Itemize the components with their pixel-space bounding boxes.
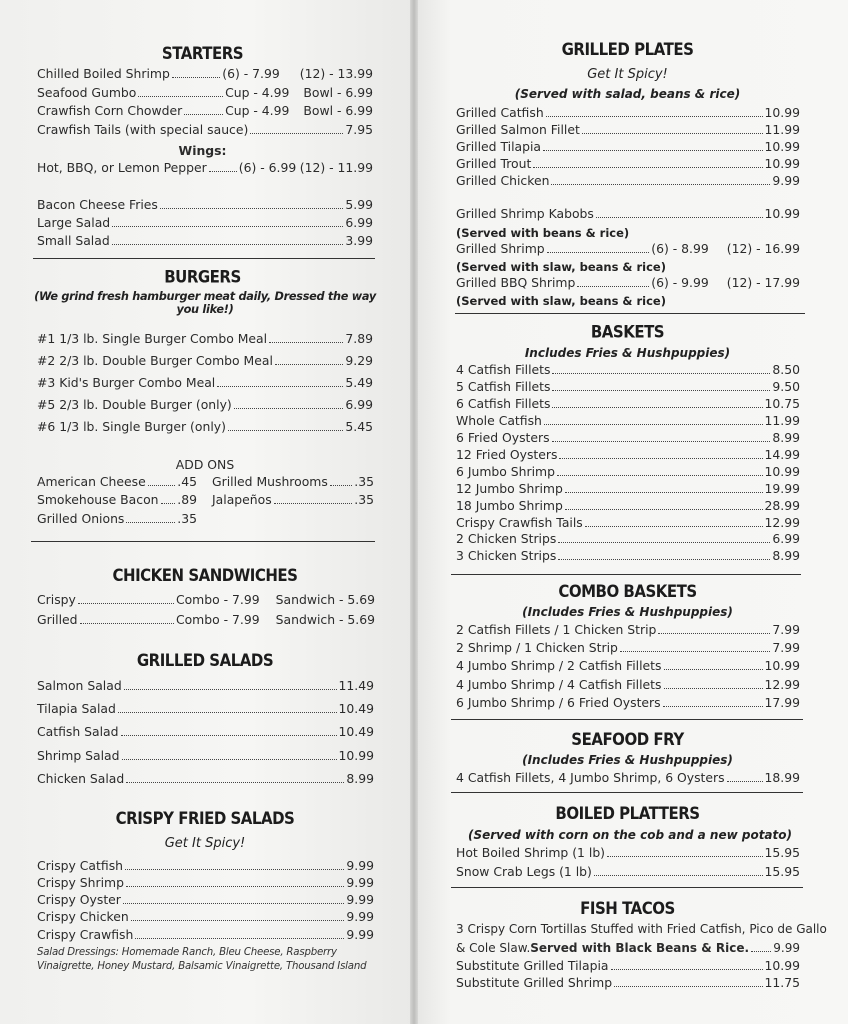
menu-item: Hot Boiled Shrimp (1 lb) 15.95 (456, 845, 800, 860)
grilled-plates-note: (Served with salad, beans & rice) (514, 87, 741, 101)
chicken-heading: CHICKEN SANDWICHES (112, 564, 298, 586)
menu-item: Shrimp Salad 10.99 (37, 748, 374, 763)
menu-item: Crispy Shrimp 9.99 (37, 875, 374, 890)
divider (33, 258, 375, 259)
menu-item: & Cole Slaw. Served with Black Beans & Rice. 9.99 (456, 941, 800, 955)
menu-item: Crispy Combo - 7.99 Sandwich - 5.69 (37, 592, 375, 607)
menu-item: Grilled BBQ Shrimp (6) - 9.99 (12) - 17.99 (456, 275, 800, 290)
addon-item: Grilled Mushrooms .35 (212, 474, 374, 489)
menu-item: Chicken Salad 8.99 (37, 771, 374, 786)
menu-item: Bacon Cheese Fries 5.99 (37, 197, 373, 212)
divider (451, 792, 803, 793)
menu-item: Crispy Crawfish Tails 12.99 (456, 515, 800, 530)
menu-item: Hot, BBQ, or Lemon Pepper (6) - 6.99 (12) - 11.99 (37, 160, 373, 175)
menu-item: 4 Jumbo Shrimp / 2 Catfish Fillets 10.99 (456, 658, 800, 673)
menu-item: 4 Catfish Fillets, 4 Jumbo Shrimp, 6 Oysters 18.99 (456, 770, 800, 785)
menu-item: 3 Chicken Strips 8.99 (456, 548, 800, 563)
menu-item: 6 Jumbo Shrimp / 6 Fried Oysters 17.99 (456, 695, 800, 710)
combo-subtitle: (Includes Fries & Hushpuppies) (522, 605, 733, 619)
menu-item: 2 Shrimp / 1 Chicken Strip 7.99 (456, 640, 800, 655)
menu-item: Chilled Boiled Shrimp (6) - 7.99 (12) - 13.99 (37, 66, 373, 81)
seafood-fry-heading: SEAFOOD FRY (571, 728, 684, 750)
menu-item: 2 Catfish Fillets / 1 Chicken Strip 7.99 (456, 622, 800, 637)
addon-item: Smokehouse Bacon .89 (37, 492, 197, 507)
menu-item: Whole Catfish 11.99 (456, 413, 800, 428)
menu-item: Grilled Shrimp Kabobs 10.99 (456, 206, 800, 221)
menu-item: Grilled Chicken 9.99 (456, 173, 800, 188)
menu-item: Snow Crab Legs (1 lb) 15.95 (456, 864, 800, 879)
menu-item: 6 Fried Oysters 8.99 (456, 430, 800, 445)
grilled-plates-heading: GRILLED PLATES (561, 38, 694, 60)
menu-item: #2 2/3 lb. Double Burger Combo Meal 9.29 (37, 353, 373, 368)
menu-item: Crispy Chicken 9.99 (37, 909, 374, 924)
baskets-heading: BASKETS (590, 321, 665, 343)
menu-item: Seafood Gumbo Cup - 4.99 Bowl - 6.99 (37, 85, 373, 100)
menu-item: Substitute Grilled Tilapia 10.99 (456, 958, 800, 973)
menu-item: 6 Jumbo Shrimp 10.99 (456, 464, 800, 479)
menu-item: Grilled Trout 10.99 (456, 156, 800, 171)
salad-dressings-note: Salad Dressings: Homemade Ranch, Bleu Cheese, Raspberry Vinaigrette, Honey Mustard, Balsamic Vinaigrette, Thousand Island (37, 947, 367, 972)
grilled-plates-subtitle: Get It Spicy! (587, 67, 668, 82)
baskets-subtitle: Includes Fries & Hushpuppies) (524, 346, 731, 360)
menu-item: Tilapia Salad 10.49 (37, 701, 374, 716)
divider (451, 719, 803, 720)
menu-item: 4 Jumbo Shrimp / 4 Catfish Fillets 12.99 (456, 677, 800, 692)
wings-label: Wings: (178, 143, 227, 158)
menu-item: Crawfish Corn Chowder Cup - 4.99 Bowl - 6.99 (37, 103, 373, 118)
menu-item: 4 Catfish Fillets 8.50 (456, 362, 800, 377)
menu-item: 2 Chicken Strips 6.99 (456, 531, 800, 546)
addon-item: Grilled Onions .35 (37, 511, 197, 526)
served-note: (Served with slaw, beans & rice) (456, 294, 666, 308)
burgers-subtitle: (We grind fresh hamburger meat daily, Dressed the way you like!) (34, 290, 376, 316)
starters-heading: STARTERS (161, 42, 244, 64)
menu-item: 18 Jumbo Shrimp 28.99 (456, 498, 800, 513)
divider (455, 313, 805, 314)
menu-item: Substitute Grilled Shrimp 11.75 (456, 975, 800, 990)
fish-tacos-heading: FISH TACOS (580, 897, 675, 919)
menu-item: 12 Fried Oysters 14.99 (456, 447, 800, 462)
menu-item: #3 Kid's Burger Combo Meal 5.49 (37, 375, 373, 390)
addons-heading: ADD ONS (175, 457, 235, 472)
crispy-salads-subtitle: Get It Spicy! (164, 836, 246, 851)
menu-item: #6 1/3 lb. Single Burger (only) 5.45 (37, 419, 373, 434)
menu-fold (410, 0, 418, 1024)
menu-item: Grilled Combo - 7.99 Sandwich - 5.69 (37, 612, 375, 627)
menu-item: Grilled Tilapia 10.99 (456, 139, 800, 154)
served-note: (Served with slaw, beans & rice) (456, 260, 666, 274)
menu-item: Grilled Catfish 10.99 (456, 105, 800, 120)
menu-item: Crispy Crawfish 9.99 (37, 927, 374, 942)
menu-item: #5 2/3 lb. Double Burger (only) 6.99 (37, 397, 373, 412)
menu-item: Crispy Oyster 9.99 (37, 892, 374, 907)
menu-item: 12 Jumbo Shrimp 19.99 (456, 481, 800, 496)
menu-item: Grilled Salmon Fillet 11.99 (456, 122, 800, 137)
boiled-subtitle: (Served with corn on the cob and a new potato) (467, 828, 792, 842)
menu-item: Catfish Salad 10.49 (37, 724, 374, 739)
menu-item: Large Salad 6.99 (37, 215, 373, 230)
menu-item: Small Salad 3.99 (37, 233, 373, 248)
addon-item: American Cheese .45 (37, 474, 197, 489)
combo-heading: COMBO BASKETS (558, 580, 697, 602)
burgers-heading: BURGERS (164, 266, 241, 288)
menu-item: Grilled Shrimp (6) - 8.99 (12) - 16.99 (456, 241, 800, 256)
menu-item: #1 1/3 lb. Single Burger Combo Meal 7.89 (37, 331, 373, 346)
seafood-fry-subtitle: (Includes Fries & Hushpuppies) (522, 753, 733, 767)
crispy-salads-heading: CRISPY FRIED SALADS (115, 807, 295, 829)
menu-item: Crispy Catfish 9.99 (37, 858, 374, 873)
menu-item: 5 Catfish Fillets 9.50 (456, 379, 800, 394)
boiled-heading: BOILED PLATTERS (555, 802, 700, 824)
divider (451, 574, 801, 575)
divider (451, 887, 803, 888)
divider (31, 541, 375, 542)
addon-item: Jalapeños .35 (212, 492, 374, 507)
tacos-description: 3 Crispy Corn Tortillas Stuffed with Fried Catfish, Pico de Gallo (456, 922, 827, 936)
served-note: (Served with beans & rice) (456, 226, 630, 240)
menu-item: Salmon Salad 11.49 (37, 678, 374, 693)
menu-item: 6 Catfish Fillets 10.75 (456, 396, 800, 411)
grilled-salads-heading: GRILLED SALADS (136, 649, 274, 671)
menu-item: Crawfish Tails (with special sauce) 7.95 (37, 122, 373, 137)
